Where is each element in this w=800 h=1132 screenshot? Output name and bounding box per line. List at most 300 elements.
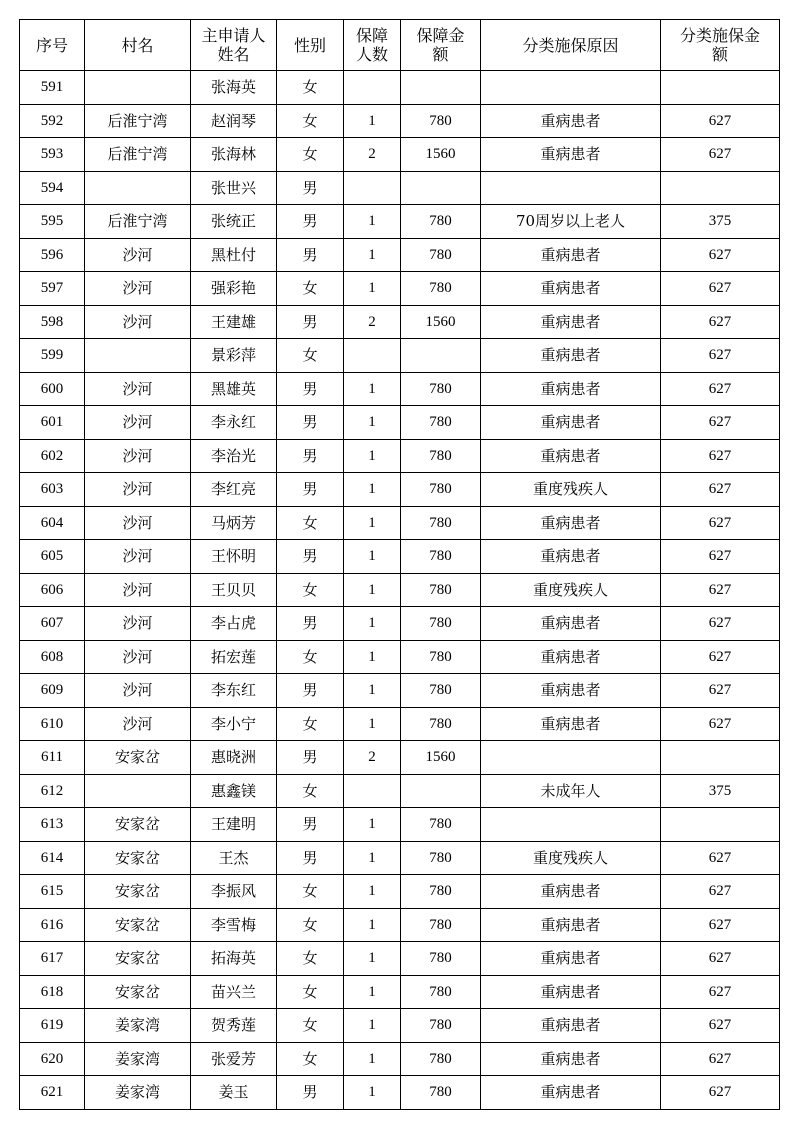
cell-category-amount: 627 [661, 908, 780, 942]
cell-seq-number: 592 [20, 104, 85, 138]
table-row [20, 741, 780, 775]
cell-seq-number: 612 [20, 774, 85, 808]
cell-applicant-name: 王建雄 [191, 305, 277, 339]
cell-seq-number: 613 [20, 808, 85, 842]
cell-category-amount [661, 171, 780, 205]
cell-village-name: 沙河 [85, 406, 191, 440]
cell-assistance-amount: 1560 [401, 305, 481, 339]
column-header-text: 分类施保原因 [522, 35, 619, 55]
cell-covered-persons: 1 [344, 1076, 401, 1110]
cell-seq-number: 605 [20, 540, 85, 574]
cell-assistance-amount: 780 [401, 841, 481, 875]
table-row [20, 975, 780, 1009]
cell-village-name: 安家岔 [85, 942, 191, 976]
cell-gender: 男 [277, 473, 344, 507]
cell-category-amount: 627 [661, 1042, 780, 1076]
cell-category-reason: 重病患者 [481, 238, 661, 272]
cell-assistance-amount [401, 71, 481, 105]
cell-assistance-amount: 780 [401, 942, 481, 976]
cell-category-amount: 627 [661, 975, 780, 1009]
cell-assistance-amount [401, 171, 481, 205]
cell-assistance-amount: 780 [401, 205, 481, 239]
cell-gender: 女 [277, 573, 344, 607]
column-header-text: 额 [432, 45, 449, 64]
cell-assistance-amount: 780 [401, 573, 481, 607]
assistance-roster-table [19, 19, 780, 1110]
cell-seq-number: 621 [20, 1076, 85, 1110]
cell-covered-persons: 1 [344, 808, 401, 842]
cell-gender: 女 [277, 908, 344, 942]
cell-applicant-name: 赵润琴 [191, 104, 277, 138]
cell-category-reason: 重病患者 [481, 372, 661, 406]
table-row [20, 573, 780, 607]
cell-applicant-name: 黑杜付 [191, 238, 277, 272]
table-row [20, 1042, 780, 1076]
cell-covered-persons: 1 [344, 674, 401, 708]
cell-covered-persons: 1 [344, 205, 401, 239]
cell-covered-persons: 1 [344, 1009, 401, 1043]
cell-category-amount: 627 [661, 573, 780, 607]
cell-category-reason: 重病患者 [481, 439, 661, 473]
cell-seq-number: 603 [20, 473, 85, 507]
table-row [20, 339, 780, 373]
cell-village-name [85, 774, 191, 808]
cell-assistance-amount [401, 774, 481, 808]
cell-assistance-amount: 780 [401, 975, 481, 1009]
cell-gender: 男 [277, 808, 344, 842]
cell-category-amount: 375 [661, 774, 780, 808]
table-row [20, 205, 780, 239]
cell-assistance-amount: 780 [401, 372, 481, 406]
cell-covered-persons: 2 [344, 138, 401, 172]
cell-gender: 男 [277, 607, 344, 641]
column-header-applicant-name [191, 20, 277, 71]
cell-category-reason: 重病患者 [481, 272, 661, 306]
cell-covered-persons [344, 339, 401, 373]
cell-gender: 女 [277, 774, 344, 808]
cell-category-reason: 重病患者 [481, 1009, 661, 1043]
table-row [20, 1076, 780, 1110]
cell-category-reason: 重病患者 [481, 339, 661, 373]
cell-assistance-amount: 780 [401, 875, 481, 909]
cell-seq-number: 608 [20, 640, 85, 674]
cell-village-name: 后淮宁湾 [85, 205, 191, 239]
cell-assistance-amount: 780 [401, 607, 481, 641]
cell-covered-persons: 1 [344, 607, 401, 641]
cell-assistance-amount: 780 [401, 272, 481, 306]
cell-village-name: 安家岔 [85, 841, 191, 875]
cell-category-reason [481, 808, 661, 842]
cell-category-reason: 重病患者 [481, 674, 661, 708]
cell-covered-persons: 1 [344, 473, 401, 507]
cell-applicant-name: 王贝贝 [191, 573, 277, 607]
column-header-seq-number [20, 20, 85, 71]
column-header-category-amount [661, 20, 780, 71]
cell-category-amount: 627 [661, 506, 780, 540]
cell-covered-persons: 1 [344, 573, 401, 607]
table-row [20, 104, 780, 138]
cell-gender: 男 [277, 406, 344, 440]
cell-category-amount: 627 [661, 875, 780, 909]
cell-category-amount: 627 [661, 942, 780, 976]
cell-covered-persons [344, 71, 401, 105]
cell-gender: 男 [277, 439, 344, 473]
cell-village-name: 沙河 [85, 707, 191, 741]
cell-applicant-name: 王杰 [191, 841, 277, 875]
cell-village-name: 沙河 [85, 372, 191, 406]
cell-category-amount [661, 741, 780, 775]
cell-gender: 男 [277, 1076, 344, 1110]
cell-applicant-name: 王建明 [191, 808, 277, 842]
cell-seq-number: 597 [20, 272, 85, 306]
cell-category-amount: 627 [661, 607, 780, 641]
cell-assistance-amount: 780 [401, 1042, 481, 1076]
cell-assistance-amount: 780 [401, 674, 481, 708]
cell-gender: 女 [277, 272, 344, 306]
cell-seq-number: 616 [20, 908, 85, 942]
cell-covered-persons: 1 [344, 640, 401, 674]
cell-category-reason: 重病患者 [481, 975, 661, 1009]
cell-applicant-name: 张统正 [191, 205, 277, 239]
cell-gender: 女 [277, 707, 344, 741]
column-header-text: 保障金 [416, 26, 465, 45]
cell-assistance-amount: 780 [401, 640, 481, 674]
cell-gender: 女 [277, 1009, 344, 1043]
column-header-village-name [85, 20, 191, 71]
table-row [20, 171, 780, 205]
cell-village-name: 安家岔 [85, 908, 191, 942]
column-header-gender [277, 20, 344, 71]
cell-seq-number: 607 [20, 607, 85, 641]
cell-assistance-amount [401, 339, 481, 373]
cell-category-reason [481, 171, 661, 205]
cell-seq-number: 611 [20, 741, 85, 775]
cell-covered-persons: 1 [344, 439, 401, 473]
table-row [20, 372, 780, 406]
cell-seq-number: 619 [20, 1009, 85, 1043]
cell-assistance-amount: 1560 [401, 138, 481, 172]
cell-applicant-name: 贺秀莲 [191, 1009, 277, 1043]
table-row [20, 540, 780, 574]
cell-covered-persons [344, 774, 401, 808]
cell-category-amount: 627 [661, 841, 780, 875]
table-row [20, 841, 780, 875]
cell-village-name: 安家岔 [85, 741, 191, 775]
table-row [20, 406, 780, 440]
cell-category-amount: 627 [661, 406, 780, 440]
cell-category-reason: 70周岁以上老人 [481, 205, 661, 239]
cell-category-amount: 627 [661, 1009, 780, 1043]
cell-gender: 女 [277, 975, 344, 1009]
cell-applicant-name: 惠晓洲 [191, 741, 277, 775]
cell-category-amount [661, 71, 780, 105]
cell-covered-persons: 1 [344, 875, 401, 909]
cell-village-name: 沙河 [85, 506, 191, 540]
cell-gender: 女 [277, 640, 344, 674]
cell-seq-number: 615 [20, 875, 85, 909]
cell-covered-persons: 1 [344, 942, 401, 976]
cell-assistance-amount: 780 [401, 406, 481, 440]
table-row [20, 473, 780, 507]
cell-applicant-name: 马炳芳 [191, 506, 277, 540]
cell-gender: 女 [277, 942, 344, 976]
cell-applicant-name: 李红亮 [191, 473, 277, 507]
cell-assistance-amount: 780 [401, 238, 481, 272]
cell-applicant-name: 拓宏莲 [191, 640, 277, 674]
cell-assistance-amount: 780 [401, 439, 481, 473]
cell-covered-persons: 1 [344, 372, 401, 406]
cell-category-reason [481, 71, 661, 105]
cell-seq-number: 614 [20, 841, 85, 875]
cell-seq-number: 599 [20, 339, 85, 373]
cell-village-name: 沙河 [85, 607, 191, 641]
cell-applicant-name: 张海林 [191, 138, 277, 172]
cell-covered-persons: 1 [344, 238, 401, 272]
cell-covered-persons: 1 [344, 707, 401, 741]
cell-gender: 男 [277, 674, 344, 708]
cell-category-reason: 重度残疾人 [481, 573, 661, 607]
cell-category-reason: 重病患者 [481, 942, 661, 976]
cell-category-reason: 重病患者 [481, 908, 661, 942]
cell-gender: 女 [277, 339, 344, 373]
cell-applicant-name: 李小宁 [191, 707, 277, 741]
cell-seq-number: 602 [20, 439, 85, 473]
cell-covered-persons [344, 171, 401, 205]
cell-village-name [85, 71, 191, 105]
table-row [20, 774, 780, 808]
cell-covered-persons: 1 [344, 540, 401, 574]
column-header-assistance-amount [401, 20, 481, 71]
cell-category-amount: 627 [661, 238, 780, 272]
table-row [20, 506, 780, 540]
cell-covered-persons: 2 [344, 305, 401, 339]
cell-assistance-amount: 780 [401, 908, 481, 942]
column-header-covered-persons [344, 20, 401, 71]
cell-assistance-amount: 780 [401, 540, 481, 574]
cell-seq-number: 591 [20, 71, 85, 105]
cell-category-reason: 重病患者 [481, 875, 661, 909]
cell-gender: 女 [277, 104, 344, 138]
cell-applicant-name: 张海英 [191, 71, 277, 105]
cell-seq-number: 595 [20, 205, 85, 239]
table-row [20, 640, 780, 674]
cell-category-amount: 627 [661, 540, 780, 574]
cell-gender: 男 [277, 741, 344, 775]
column-header-text: 保障 [355, 26, 388, 45]
cell-applicant-name: 惠鑫镁 [191, 774, 277, 808]
cell-applicant-name: 张爱芳 [191, 1042, 277, 1076]
cell-village-name: 安家岔 [85, 875, 191, 909]
cell-applicant-name: 李雪梅 [191, 908, 277, 942]
cell-covered-persons: 1 [344, 506, 401, 540]
cell-category-amount: 627 [661, 104, 780, 138]
cell-category-amount: 627 [661, 372, 780, 406]
cell-category-amount: 627 [661, 138, 780, 172]
cell-assistance-amount: 780 [401, 707, 481, 741]
table-body [20, 71, 780, 1110]
cell-village-name: 姜家湾 [85, 1042, 191, 1076]
cell-village-name: 姜家湾 [85, 1076, 191, 1110]
cell-seq-number: 610 [20, 707, 85, 741]
cell-applicant-name: 景彩萍 [191, 339, 277, 373]
cell-village-name [85, 171, 191, 205]
table-row [20, 607, 780, 641]
cell-village-name: 沙河 [85, 439, 191, 473]
cell-category-reason: 重度残疾人 [481, 473, 661, 507]
cell-gender: 女 [277, 71, 344, 105]
column-header-category-reason [481, 20, 661, 71]
cell-covered-persons: 2 [344, 741, 401, 775]
column-header-text: 额 [711, 45, 728, 64]
cell-gender: 女 [277, 506, 344, 540]
cell-assistance-amount: 1560 [401, 741, 481, 775]
cell-applicant-name: 李占虎 [191, 607, 277, 641]
cell-gender: 男 [277, 305, 344, 339]
cell-assistance-amount: 780 [401, 473, 481, 507]
header-row [20, 20, 780, 71]
cell-village-name: 姜家湾 [85, 1009, 191, 1043]
table-row [20, 71, 780, 105]
cell-applicant-name: 王怀明 [191, 540, 277, 574]
cell-seq-number: 609 [20, 674, 85, 708]
table-row [20, 138, 780, 172]
cell-applicant-name: 李永红 [191, 406, 277, 440]
cell-assistance-amount: 780 [401, 104, 481, 138]
cell-category-amount: 627 [661, 640, 780, 674]
cell-seq-number: 604 [20, 506, 85, 540]
cell-seq-number: 606 [20, 573, 85, 607]
cell-village-name: 沙河 [85, 640, 191, 674]
cell-seq-number: 593 [20, 138, 85, 172]
table-row [20, 439, 780, 473]
cell-assistance-amount: 780 [401, 506, 481, 540]
cell-category-amount: 375 [661, 205, 780, 239]
cell-applicant-name: 李治光 [191, 439, 277, 473]
cell-category-reason [481, 741, 661, 775]
cell-category-amount: 627 [661, 473, 780, 507]
cell-gender: 男 [277, 238, 344, 272]
cell-category-reason: 重病患者 [481, 1042, 661, 1076]
cell-village-name [85, 339, 191, 373]
cell-covered-persons: 1 [344, 1042, 401, 1076]
cell-category-reason: 重度残疾人 [481, 841, 661, 875]
table-row [20, 1009, 780, 1043]
cell-category-reason: 重病患者 [481, 607, 661, 641]
cell-category-reason: 重病患者 [481, 138, 661, 172]
cell-village-name: 沙河 [85, 272, 191, 306]
cell-seq-number: 598 [20, 305, 85, 339]
column-header-text: 分类施保金 [679, 26, 760, 45]
cell-category-amount: 627 [661, 339, 780, 373]
cell-seq-number: 596 [20, 238, 85, 272]
table-row [20, 238, 780, 272]
cell-applicant-name: 李振风 [191, 875, 277, 909]
cell-covered-persons: 1 [344, 975, 401, 1009]
cell-village-name: 沙河 [85, 473, 191, 507]
column-header-text: 主申请人 [201, 26, 266, 45]
cell-village-name: 沙河 [85, 540, 191, 574]
cell-village-name: 沙河 [85, 674, 191, 708]
column-header-text: 人数 [355, 45, 388, 64]
table-row [20, 875, 780, 909]
cell-category-reason: 重病患者 [481, 540, 661, 574]
cell-category-reason: 重病患者 [481, 707, 661, 741]
table-row [20, 674, 780, 708]
cell-category-reason: 重病患者 [481, 406, 661, 440]
cell-village-name: 沙河 [85, 238, 191, 272]
table-row [20, 908, 780, 942]
table-row [20, 942, 780, 976]
cell-category-reason: 重病患者 [481, 640, 661, 674]
table-row [20, 808, 780, 842]
cell-applicant-name: 黑雄英 [191, 372, 277, 406]
cell-gender: 男 [277, 171, 344, 205]
cell-category-amount: 627 [661, 674, 780, 708]
cell-seq-number: 594 [20, 171, 85, 205]
cell-seq-number: 617 [20, 942, 85, 976]
cell-gender: 男 [277, 205, 344, 239]
cell-category-reason: 重病患者 [481, 506, 661, 540]
table-row [20, 707, 780, 741]
column-header-text: 序号 [35, 35, 68, 55]
table-row [20, 272, 780, 306]
column-header-text: 村名 [121, 35, 154, 55]
cell-village-name: 后淮宁湾 [85, 138, 191, 172]
cell-applicant-name: 姜玉 [191, 1076, 277, 1110]
cell-category-amount: 627 [661, 1076, 780, 1110]
cell-category-reason: 重病患者 [481, 305, 661, 339]
cell-gender: 男 [277, 540, 344, 574]
table-row [20, 305, 780, 339]
cell-covered-persons: 1 [344, 406, 401, 440]
cell-category-reason: 重病患者 [481, 104, 661, 138]
cell-applicant-name: 张世兴 [191, 171, 277, 205]
cell-seq-number: 601 [20, 406, 85, 440]
cell-village-name: 沙河 [85, 573, 191, 607]
cell-seq-number: 600 [20, 372, 85, 406]
cell-assistance-amount: 780 [401, 1076, 481, 1110]
column-header-text: 性别 [293, 35, 326, 55]
cell-gender: 女 [277, 138, 344, 172]
cell-covered-persons: 1 [344, 908, 401, 942]
cell-category-amount: 627 [661, 305, 780, 339]
cell-category-reason: 重病患者 [481, 1076, 661, 1110]
cell-village-name: 后淮宁湾 [85, 104, 191, 138]
cell-village-name: 沙河 [85, 305, 191, 339]
cell-seq-number: 620 [20, 1042, 85, 1076]
cell-village-name: 安家岔 [85, 808, 191, 842]
cell-assistance-amount: 780 [401, 808, 481, 842]
cell-category-amount: 627 [661, 272, 780, 306]
cell-seq-number: 618 [20, 975, 85, 1009]
cell-category-amount [661, 808, 780, 842]
cell-category-reason: 未成年人 [481, 774, 661, 808]
cell-category-amount: 627 [661, 707, 780, 741]
cell-covered-persons: 1 [344, 104, 401, 138]
cell-village-name: 安家岔 [85, 975, 191, 1009]
cell-gender: 女 [277, 875, 344, 909]
cell-assistance-amount: 780 [401, 1009, 481, 1043]
cell-gender: 女 [277, 1042, 344, 1076]
cell-gender: 男 [277, 841, 344, 875]
cell-covered-persons: 1 [344, 841, 401, 875]
cell-applicant-name: 李东红 [191, 674, 277, 708]
cell-covered-persons: 1 [344, 272, 401, 306]
cell-applicant-name: 强彩艳 [191, 272, 277, 306]
cell-gender: 男 [277, 372, 344, 406]
column-header-text: 姓名 [217, 45, 250, 64]
cell-applicant-name: 拓海英 [191, 942, 277, 976]
